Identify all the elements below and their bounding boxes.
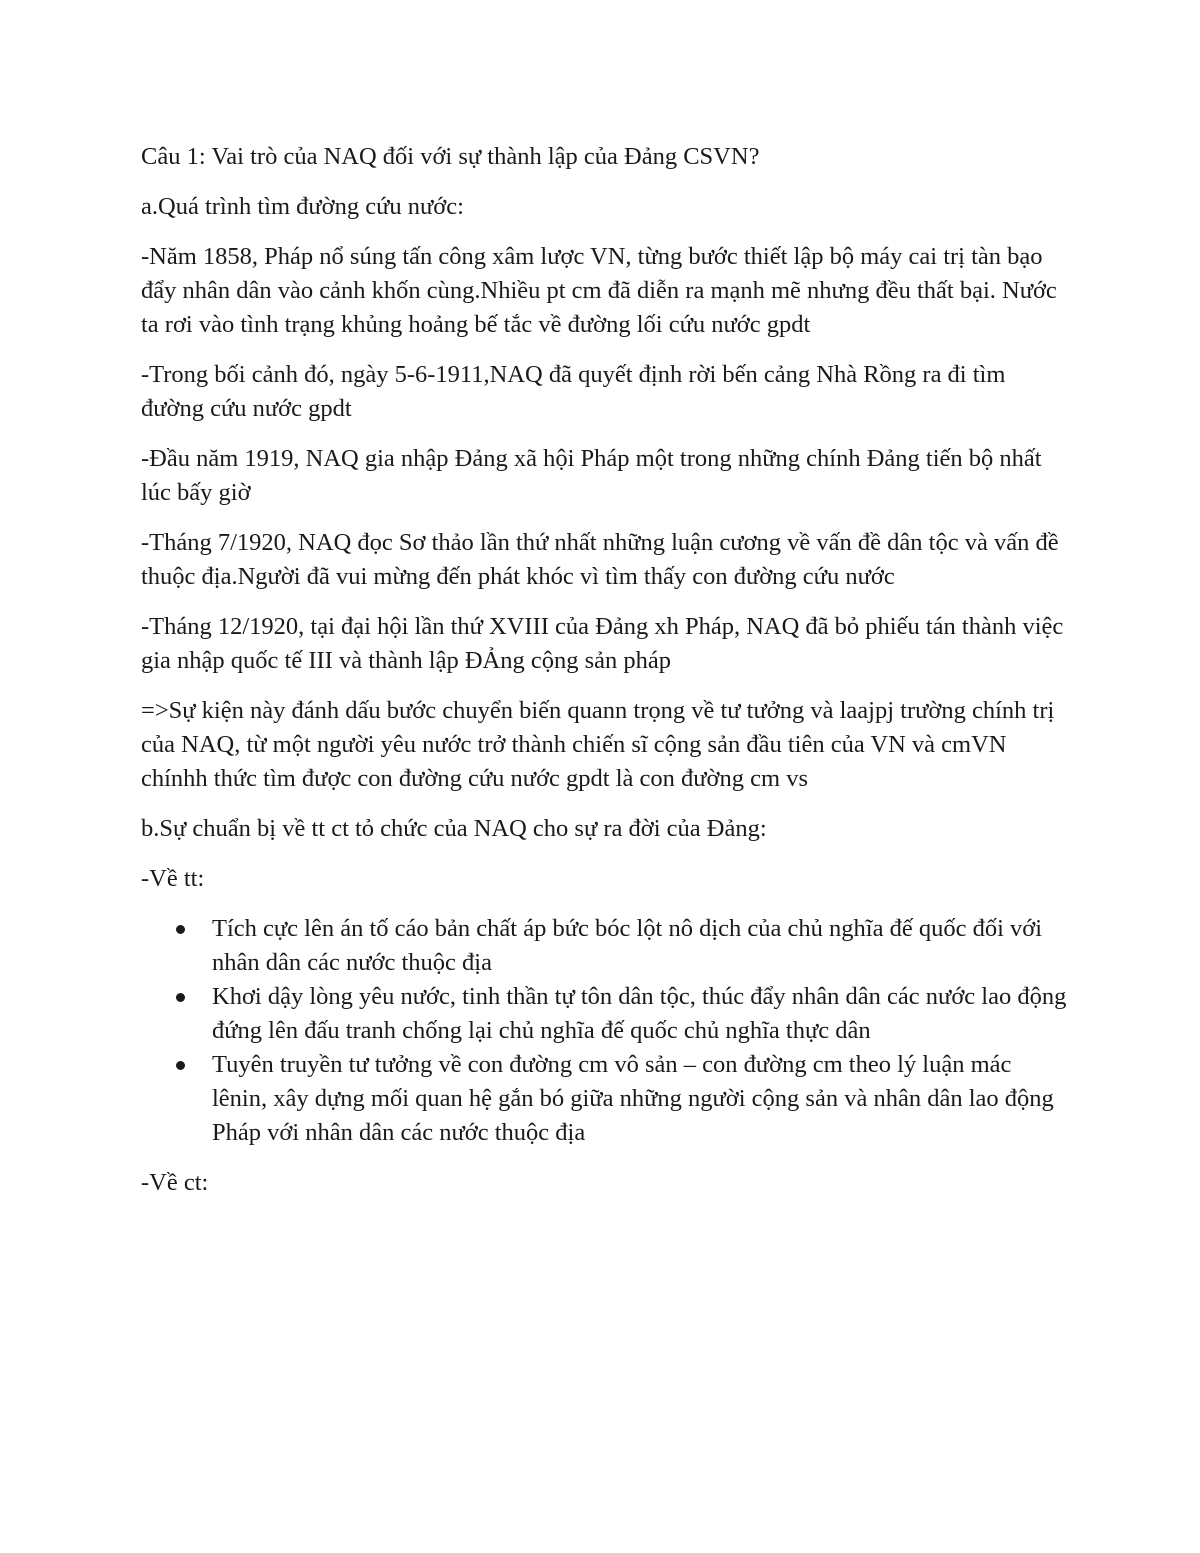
section-a-paragraph: -Tháng 12/1920, tại đại hội lần thứ XVIII của Đảng xh Pháp, NAQ đã bỏ phiếu tán thành việc gia nhập quốc tế III và thành lập ĐẢng cộng sản pháp: [141, 613, 1064, 674]
document-body: [141, 140, 1071, 1216]
list-item-text: Tích cực lên án tố cáo bản chất áp bức bóc lột nô dịch của chủ nghĩa đế quốc đối với nhân dân các nước thuộc địa: [212, 915, 1043, 976]
section-a-paragraph: -Năm 1858, Pháp nổ súng tấn công xâm lược VN, từng bước thiết lập bộ máy cai trị tàn bạo đẩy nhân dân vào cảnh khốn cùng.Nhiều pt cm đã diễn ra mạnh mẽ nhưng đều thất bại. Nước ta rơi vào tình trạng khủng hoảng bế tắc về đường lối cứu nước gpdt: [141, 243, 1057, 338]
section-a-paragraph: -Trong bối cảnh đó, ngày 5-6-1911,NAQ đã quyết định rời bến cảng Nhà Rồng ra đi tìm đường cứu nước gpdt: [141, 361, 1006, 422]
list-item-text: Khơi dậy lòng yêu nước, tinh thần tự tôn dân tộc, thúc đẩy nhân dân các nước lao động đứng lên đấu tranh chống lại chủ nghĩa đế quốc chủ nghĩa thực dân: [212, 983, 1067, 1044]
section-b-heading: b.Sự chuẩn bị về tt ct tỏ chức của NAQ cho sự ra đời của Đảng:: [141, 815, 767, 842]
ct-heading: -Về ct:: [141, 1169, 209, 1196]
list-item: [141, 912, 1071, 980]
bullet-icon: [176, 925, 185, 934]
list-item: [141, 980, 1071, 1048]
list-item: [141, 1048, 1071, 1150]
section-a-conclusion: =>Sự kiện này đánh dấu bước chuyển biến quann trọng về tư tưởng và laajpj trường chính trị của NAQ, từ một người yêu nước trở thành chiến sĩ cộng sản đầu tiên của VN và cmVN chínhh thức tìm được con đường cứu nước gpdt là con đường cm vs: [141, 697, 1055, 792]
section-a-paragraph: -Đầu năm 1919, NAQ gia nhập Đảng xã hội Pháp một trong những chính Đảng tiến bộ nhất lúc bấy giờ: [141, 445, 1042, 506]
section-a-paragraph: -Tháng 7/1920, NAQ đọc Sơ thảo lần thứ nhất những luận cương về vấn đề dân tộc và vấn đề thuộc địa.Người đã vui mừng đến phát khóc vì tìm thấy con đường cứu nước: [141, 529, 1059, 590]
tt-bullet-list: [141, 912, 1071, 1150]
list-item-text: Tuyên truyền tư tưởng về con đường cm vô sản – con đường cm theo lý luận mác lênin, xây dựng mối quan hệ gắn bó giữa những người cộng sản và nhân dân lao động Pháp với nhân dân các nước thuộc địa: [212, 1051, 1054, 1146]
bullet-icon: [176, 1061, 185, 1070]
tt-heading: -Về tt:: [141, 865, 205, 892]
question-title: Câu 1: Vai trò của NAQ đối với sự thành lập của Đảng CSVN?: [141, 143, 760, 170]
bullet-icon: [176, 993, 185, 1002]
section-a-heading: a.Quá trình tìm đường cứu nước:: [141, 193, 464, 220]
